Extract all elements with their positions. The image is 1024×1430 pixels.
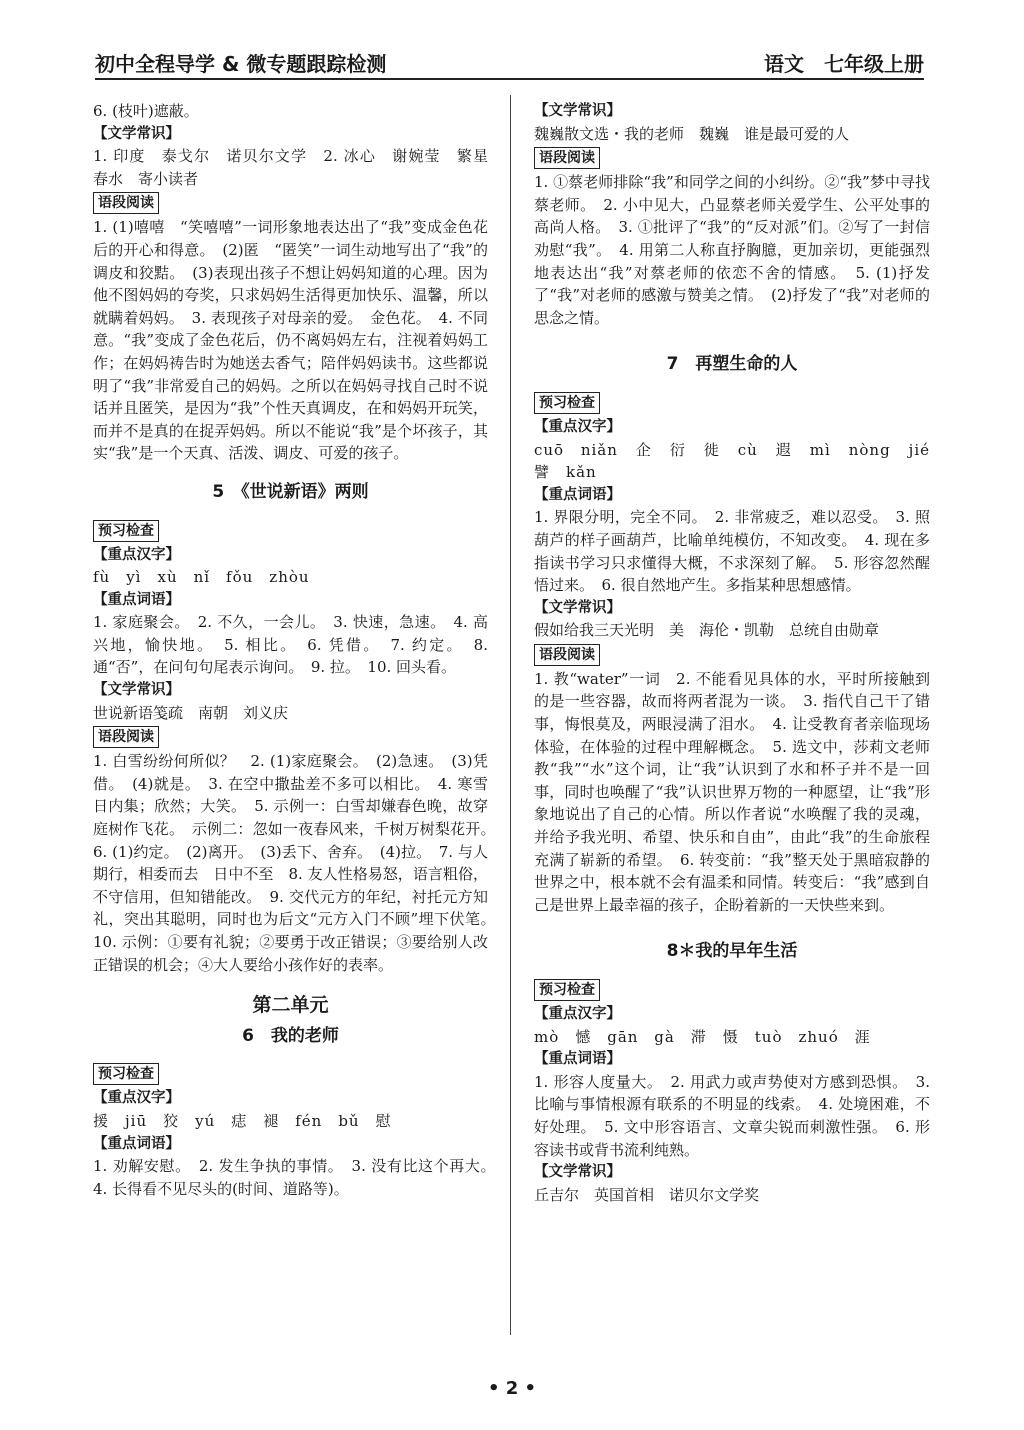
section-label: 【重点汉字】: [93, 546, 180, 563]
section-label: 【重点词语】: [534, 486, 621, 503]
section-tag: 预习检查: [93, 520, 159, 542]
section-tag: 语段阅读: [93, 192, 159, 214]
answer-block: 1. 教“water”一词 2. 不能看见具体的水，平时所接触到的是一些容器，故而将两者混为一谈。 3. 指代自己干了错事，悔恨莫及，两眼浸满了泪水。 4. 让受教育者亲临现场体验，在体验的过程中理解概念。 5. 选文中，莎莉文老师教“我”“水”这个词，让“我”认识到了水和杯子并不是一回事，同时也唤醒了“我”认识世界万物的一种愿望，让“我”形象地说出了自己的心情。所以作者说“水唤醒了我的灵魂，并给予我光明、希望、快乐和自由”，由此“我”的生命旅程充满了崭新的希望。 6. 转变前：“我”整天处于黑暗寂静的世界之中，根本就不会有温柔和同情。转变后：“我”感到自己是世界上最幸福的孩子，企盼着新的一天快些来到。: [534, 669, 930, 914]
section-label: 【重点汉字】: [534, 418, 621, 435]
pinyin-line: 援 jiū 狡 yú 痣 褪 fén bǔ 慰: [93, 1111, 392, 1130]
answer-block: 1. 白雪纷纷何所似？ 2. (1)家庭聚会。 (2)急速。 (3)凭借。 (4)就是。 3. 在空中撒盐差不多可以相比。 4. 寒雪日内集；欣然；大笑。 5. 示例一：白雪却嫌春色晚，故穿庭树作飞花。 示例二：忽如一夜春风来，千树万树梨花开。 6. (1)约定。 (2)离开。 (3)丢下、舍弃。 (4)拉。 7. 与人期行，相委而去 日中不至 8. 友人性格易怒，语言粗俗，不守信用，但知错能改。 9. 交代元方的年纪，衬托元方知礼，突出其聪明，同时也为后文“元方入门不顾”埋下伏笔。 10. 示例：①要有礼貌；②要勇于改正错误；③要给别人改正错误的机会；④大人要给小孩作好的表率。: [93, 752, 504, 974]
answer-block: 魏巍散文选・我的老师 魏巍 谁是最可爱的人: [534, 124, 850, 143]
answer-block: 1. 印度 泰戈尔 诺贝尔文学 2. 冰心 谢婉莹 繁星 春水 寄小读者: [93, 147, 504, 188]
answer-block: 1. 形容人度量大。 2. 用武力或声势使对方感到恐惧。 3. 比喻与事情根源有联系的不明显的线索。 4. 处境困难，不好处理。 5. 文中形容语言、文章尖锐而刺激性强。 6. 形容读书或背书流利纯熟。: [534, 1072, 930, 1159]
lesson-title: 7 再塑生命的人: [666, 354, 798, 375]
unit-title: 第二单元: [252, 994, 329, 1017]
lesson-title: 8＊我的早年生活: [666, 941, 798, 962]
right-column: [534, 100, 947, 1206]
header-book-title: 初中全程导学 & 微专题跟踪检测: [95, 52, 387, 76]
pinyin-line: cuō niǎn 企 衍 徙 cù 遐 mì nòng jié 譬 kǎn: [534, 440, 947, 482]
answer-block: 1. 家庭聚会。 2. 不久，一会儿。 3. 快速，急速。 4. 高兴地，愉快地。 5. 相比。 6. 凭借。 7. 约定。 8. 通“否”，在问句句尾表示询问。 9. 拉。 10. 回头看。: [93, 613, 488, 677]
lesson-title: 6 我的老师: [242, 1025, 339, 1046]
left-column: [93, 100, 504, 1200]
column-divider: [510, 95, 511, 1335]
section-tag: 预习检查: [93, 1063, 159, 1085]
section-label: 【重点汉字】: [93, 1090, 180, 1107]
section-tag: 语段阅读: [534, 147, 600, 169]
page-number: • 2 •: [487, 1378, 537, 1399]
section-label: 【文学常识】: [93, 125, 180, 142]
section-label: 【文学常识】: [93, 682, 180, 699]
section-label: 【文学常识】: [534, 103, 621, 119]
answer-block: 1. (1)嘻嘻 “笑嘻嘻”一词形象地表达出了“我”变成金色花后的开心和得意。 (2)匿 “匿笑”一词生动地写出了“我”的调皮和狡黠。 (3)表现出孩子不想让妈妈知道的心理。因为他不图妈妈的夸奖，只求妈妈生活得更加快乐、温馨，所以就瞒着妈妈。 3. 表现孩子对母亲的爱。 金色花。 4. 不同意。“我”变成了金色花后，仍不离妈妈左右，注视着妈妈工作；在妈妈祷告时为她送去香气；陪伴妈妈读书。这些都说明了“我”非常爱自己的妈妈。之所以在妈妈寻找自己时不说话并且匿笑，是因为“我”个性天真调皮，在和妈妈开玩笑，而并不是真的在捉弄妈妈。所以不能说“我”是个坏孩子，其实“我”是一个天真、活泼、调皮、可爱的孩子。: [93, 218, 488, 463]
section-label: 【文学常识】: [534, 1164, 621, 1181]
answer-block: 假如给我三天光明 美 海伦・凯勒 总统自由勋章: [534, 621, 880, 640]
answer-block: 1. 劝解安慰。 2. 发生争执的事情。 3. 没有比这个再大。 4. 长得看不见尽头的(时间、道路等)。: [93, 1157, 504, 1198]
section-tag: 预习检查: [534, 979, 600, 1001]
lesson-title: 5 《世说新语》两则: [212, 481, 369, 502]
pinyin-line: mò 憾 gān gà 滞 慑 tuò zhuó 涯: [534, 1027, 871, 1046]
answer-block: 1. ①蔡老师排除“我”和同学之间的小纠纷。②“我”梦中寻找蔡老师。 2. 小中见大，凸显蔡老师关爱学生、公平处事的高尚人格。 3. ①批评了“我”的“反对派”们。②写了一封信劝慰“我”。 4. 用第二人称直抒胸臆，更加亲切，更能强烈地表达出“我”对蔡老师的依恋不舍的情感。 5. (1)抒发了“我”对老师的感激与赞美之情。 (2)抒发了“我”对老师的思念之情。: [534, 173, 930, 327]
section-label: 【重点词语】: [93, 591, 180, 608]
section-label: 【重点词语】: [93, 1135, 180, 1152]
section-label: 【文学常识】: [534, 599, 621, 616]
section-tag: 预习检查: [534, 392, 600, 414]
section-label: 【重点词语】: [534, 1051, 621, 1068]
answer-block: 1. 界限分明，完全不同。 2. 非常疲乏，难以忍受。 3. 照葫芦的样子画葫芦，比喻单纯模仿，不知改变。 4. 现在多指读书学习只求懂得大概，不求深刻了解。 5. 形容忽然醒悟过来。 6. 很自然地产生。多指某种思想感情。: [534, 508, 930, 595]
answer-block: 6. (枝叶)遮蔽。: [93, 102, 199, 120]
section-tag: 语段阅读: [534, 644, 600, 666]
pinyin-line: fù yì xù nǐ fǒu zhòu: [93, 568, 310, 587]
section-tag: 语段阅读: [93, 726, 159, 748]
page-header: [95, 44, 924, 80]
answer-block: 丘吉尔 英国首相 诺贝尔文学奖: [534, 1185, 760, 1204]
header-subject-grade: 语文 七年级上册: [764, 52, 924, 76]
section-label: 【重点汉字】: [534, 1006, 621, 1022]
answer-block: 世说新语笺疏 南朝 刘义庆: [93, 703, 289, 722]
